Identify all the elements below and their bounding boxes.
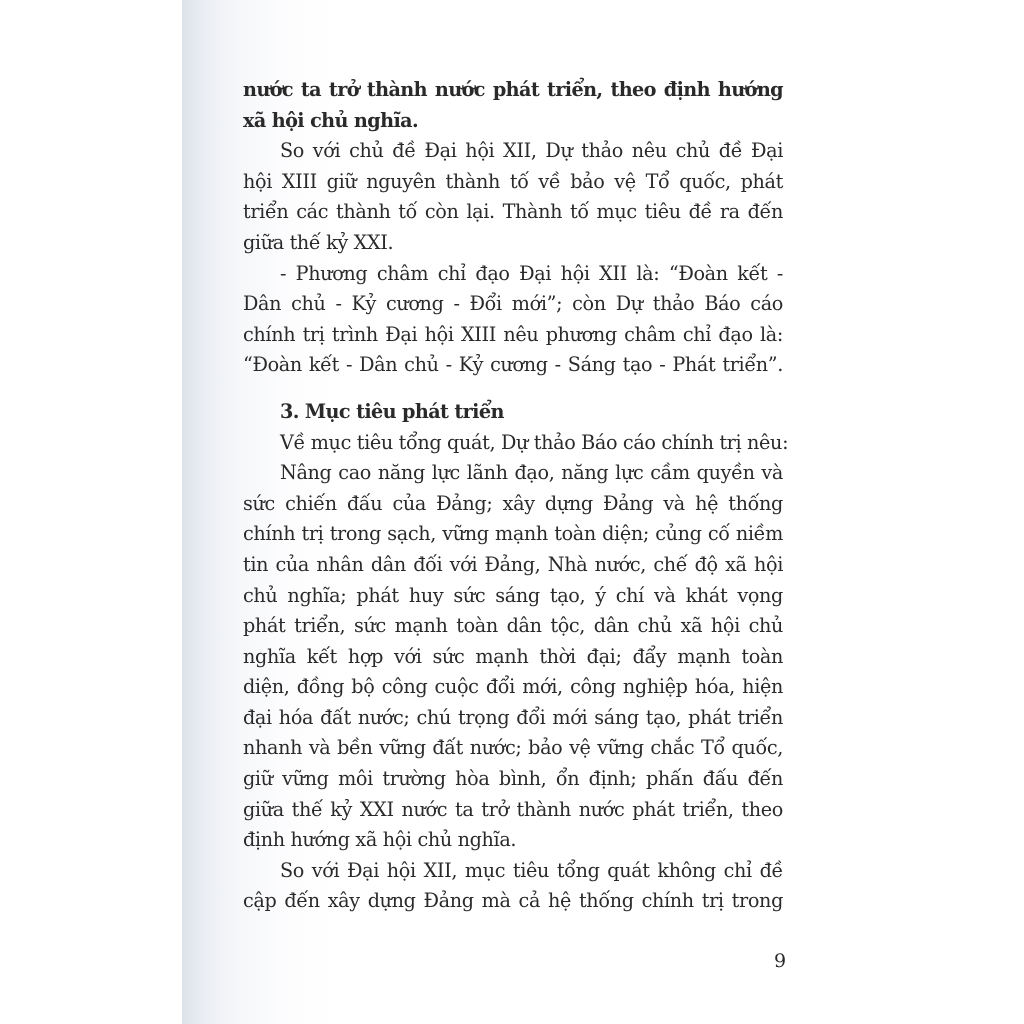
section-heading: 3. Mục tiêu phát triển bbox=[280, 399, 504, 423]
text-line: sức chiến đấu của Đảng; xây dựng Đảng và hệ thống bbox=[243, 491, 783, 515]
text-line: nhanh và bền vững đất nước; bảo vệ vững chắc Tổ quốc, bbox=[243, 736, 783, 760]
text-line: chính trị trình Đại hội XIII nêu phương châm chỉ đạo là: bbox=[243, 322, 783, 346]
section-gap bbox=[243, 381, 783, 397]
text-line: định hướng xã hội chủ nghĩa. bbox=[243, 828, 517, 852]
text-line: nghĩa kết hợp với sức mạnh thời đại; đẩy mạnh toàn bbox=[243, 644, 783, 668]
text-line: nước ta trở thành nước phát triển, theo định hướng bbox=[243, 78, 783, 101]
text-line: So với Đại hội XII, mục tiêu tổng quát không chỉ đề bbox=[280, 858, 783, 882]
text-line: đại hóa đất nước; chú trọng đổi mới sáng tạo, phát triển bbox=[243, 705, 783, 729]
book-page bbox=[182, 0, 1024, 1024]
page-number: 9 bbox=[774, 950, 787, 972]
text-line: giữa thế kỷ XXI nước ta trở thành nước phát triển, theo bbox=[243, 797, 783, 821]
text-line: triển các thành tố còn lại. Thành tố mục tiêu đề ra đến bbox=[243, 200, 783, 224]
text-line: xã hội chủ nghĩa. bbox=[243, 108, 419, 132]
text-line: cập đến xây dựng Đảng mà cả hệ thống chính trị trong bbox=[243, 889, 783, 913]
text-line: Về mục tiêu tổng quát, Dự thảo Báo cáo chính trị nêu: bbox=[280, 430, 789, 454]
text-line: chính trị trong sạch, vững mạnh toàn diện; củng cố niềm bbox=[243, 522, 783, 546]
text-line: Dân chủ - Kỷ cương - Đổi mới”; còn Dự thảo Báo cáo bbox=[243, 292, 783, 316]
text-line: “Đoàn kết - Dân chủ - Kỷ cương - Sáng tạo - Phát triển”. bbox=[243, 353, 783, 377]
body-text bbox=[243, 75, 789, 917]
text-line: hội XIII giữ nguyên thành tố về bảo vệ Tổ quốc, phát bbox=[243, 169, 783, 193]
text-line: giữ vững môi trường hòa bình, ổn định; phấn đấu đến bbox=[243, 767, 783, 791]
text-line: diện, đồng bộ công cuộc đổi mới, công nghiệp hóa, hiện bbox=[243, 675, 783, 699]
text-line: So với chủ đề Đại hội XII, Dự thảo nêu chủ đề Đại bbox=[280, 139, 783, 163]
text-line: chủ nghĩa; phát huy sức sáng tạo, ý chí và khát vọng bbox=[243, 583, 783, 607]
text-line: tin của nhân dân đối với Đảng, Nhà nước, chế độ xã hội bbox=[243, 552, 783, 576]
text-line: giữa thế kỷ XXI. bbox=[243, 230, 394, 254]
text-line: - Phương châm chỉ đạo Đại hội XII là: “Đoàn kết - bbox=[280, 261, 783, 285]
text-line: phát triển, sức mạnh toàn dân tộc, dân chủ xã hội chủ bbox=[243, 614, 783, 638]
text-line: Nâng cao năng lực lãnh đạo, năng lực cầm quyền và bbox=[280, 461, 783, 485]
